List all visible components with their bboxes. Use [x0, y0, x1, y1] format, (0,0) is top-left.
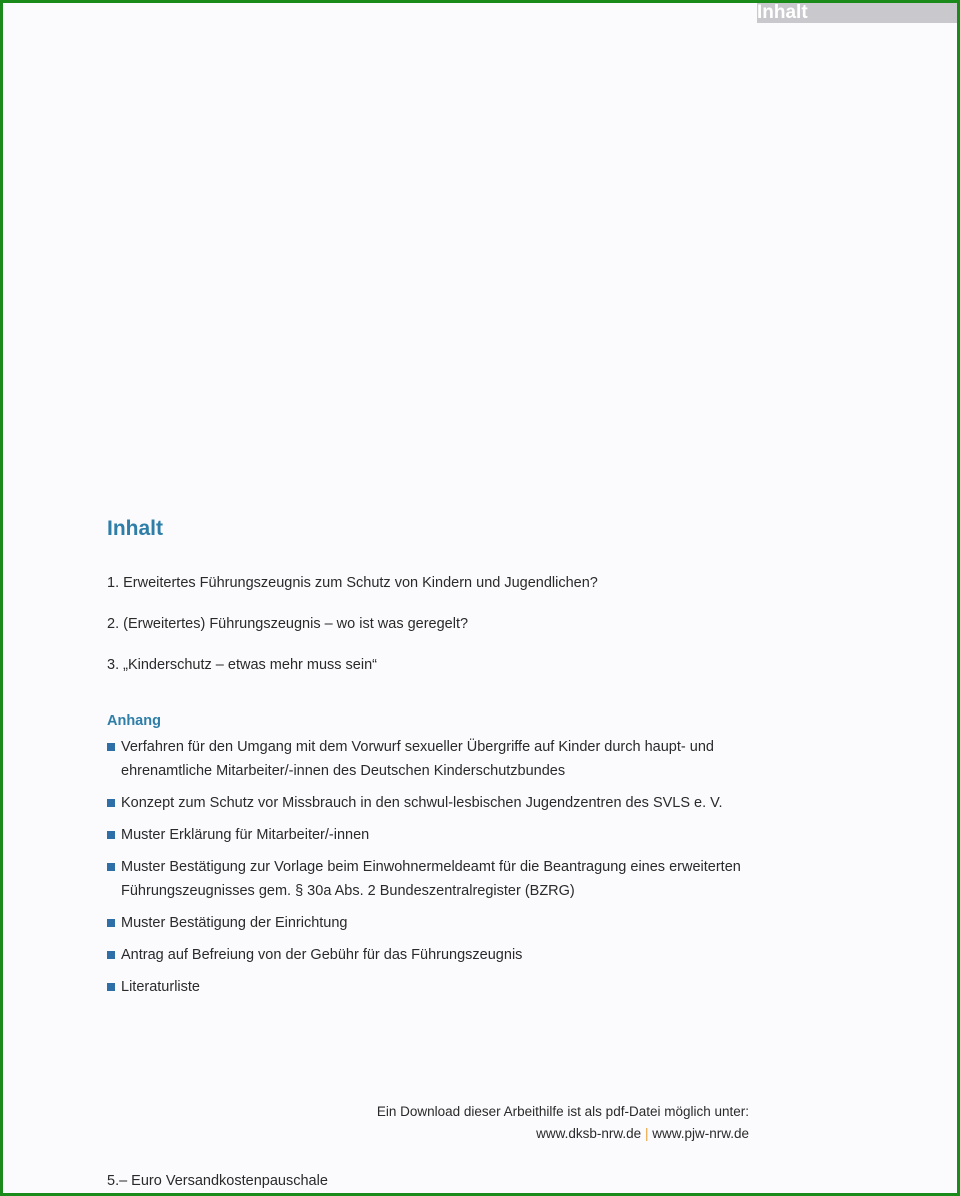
appendix-list — [107, 735, 807, 999]
bullet-square-icon — [107, 863, 115, 871]
link-dksb[interactable]: www.dksb-nrw.de — [536, 1126, 642, 1141]
appendix-item — [107, 855, 807, 903]
table-of-contents — [107, 573, 807, 675]
appendix-item — [107, 943, 807, 967]
download-links — [377, 1123, 749, 1145]
appendix-title: Anhang — [107, 713, 161, 729]
bullet-square-icon — [107, 951, 115, 959]
appendix-item-text: Muster Bestätigung der Einrichtung — [121, 915, 348, 931]
appendix-item-text: Literaturliste — [121, 979, 200, 995]
shipping-fee-note: 5.– Euro Versandkostenpauschale — [107, 1173, 328, 1189]
appendix-item-text: Muster Erklärung für Mitarbeiter/-innen — [121, 827, 370, 843]
bullet-square-icon — [107, 919, 115, 927]
content — [107, 515, 807, 1007]
section-tab — [757, 3, 957, 23]
appendix-item-text: Konzept zum Schutz vor Missbrauch in den schwul-lesbischen Jugendzentren des SVLS e. V. — [121, 795, 723, 811]
bullet-square-icon — [107, 743, 115, 751]
toc-item: 3. „Kinderschutz – etwas mehr muss sein“ — [107, 657, 377, 673]
toc-item: 2. (Erweitertes) Führungszeugnis – wo ist was geregelt? — [107, 616, 469, 632]
appendix-item — [107, 735, 807, 783]
toc-item: 1. Erweitertes Führungszeugnis zum Schutz von Kindern und Jugendlichen? — [107, 575, 598, 591]
link-separator: | — [644, 1126, 649, 1141]
bullet-square-icon — [107, 831, 115, 839]
page-title: Inhalt — [107, 517, 163, 540]
appendix-item — [107, 975, 807, 999]
appendix-item-text: Antrag auf Befreiung von der Gebühr für das Führungszeugnis — [121, 947, 523, 963]
appendix-item-text: Muster Bestätigung zur Vorlage beim Einwohnermeldeamt für die Beantragung eines erweiterten Führungszeugnisses gem. § 30a Abs. 2 Bundeszentralregister (BZRG) — [121, 859, 741, 899]
download-note — [377, 1101, 749, 1145]
bullet-square-icon — [107, 983, 115, 991]
bullet-square-icon — [107, 799, 115, 807]
appendix-item-text: Verfahren für den Umgang mit dem Vorwurf sexueller Übergriffe auf Kinder durch haupt- und ehrenamtliche Mitarbeiter/-innen des Deutschen Kinderschutzbundes — [121, 739, 714, 779]
appendix-item — [107, 823, 807, 847]
appendix-item — [107, 791, 807, 815]
section-tab-label: Inhalt — [757, 2, 808, 23]
appendix-item — [107, 911, 807, 935]
link-pjw[interactable]: www.pjw-nrw.de — [652, 1126, 749, 1141]
download-text: Ein Download dieser Arbeithilfe ist als pdf-Datei möglich unter: — [376, 1104, 749, 1119]
